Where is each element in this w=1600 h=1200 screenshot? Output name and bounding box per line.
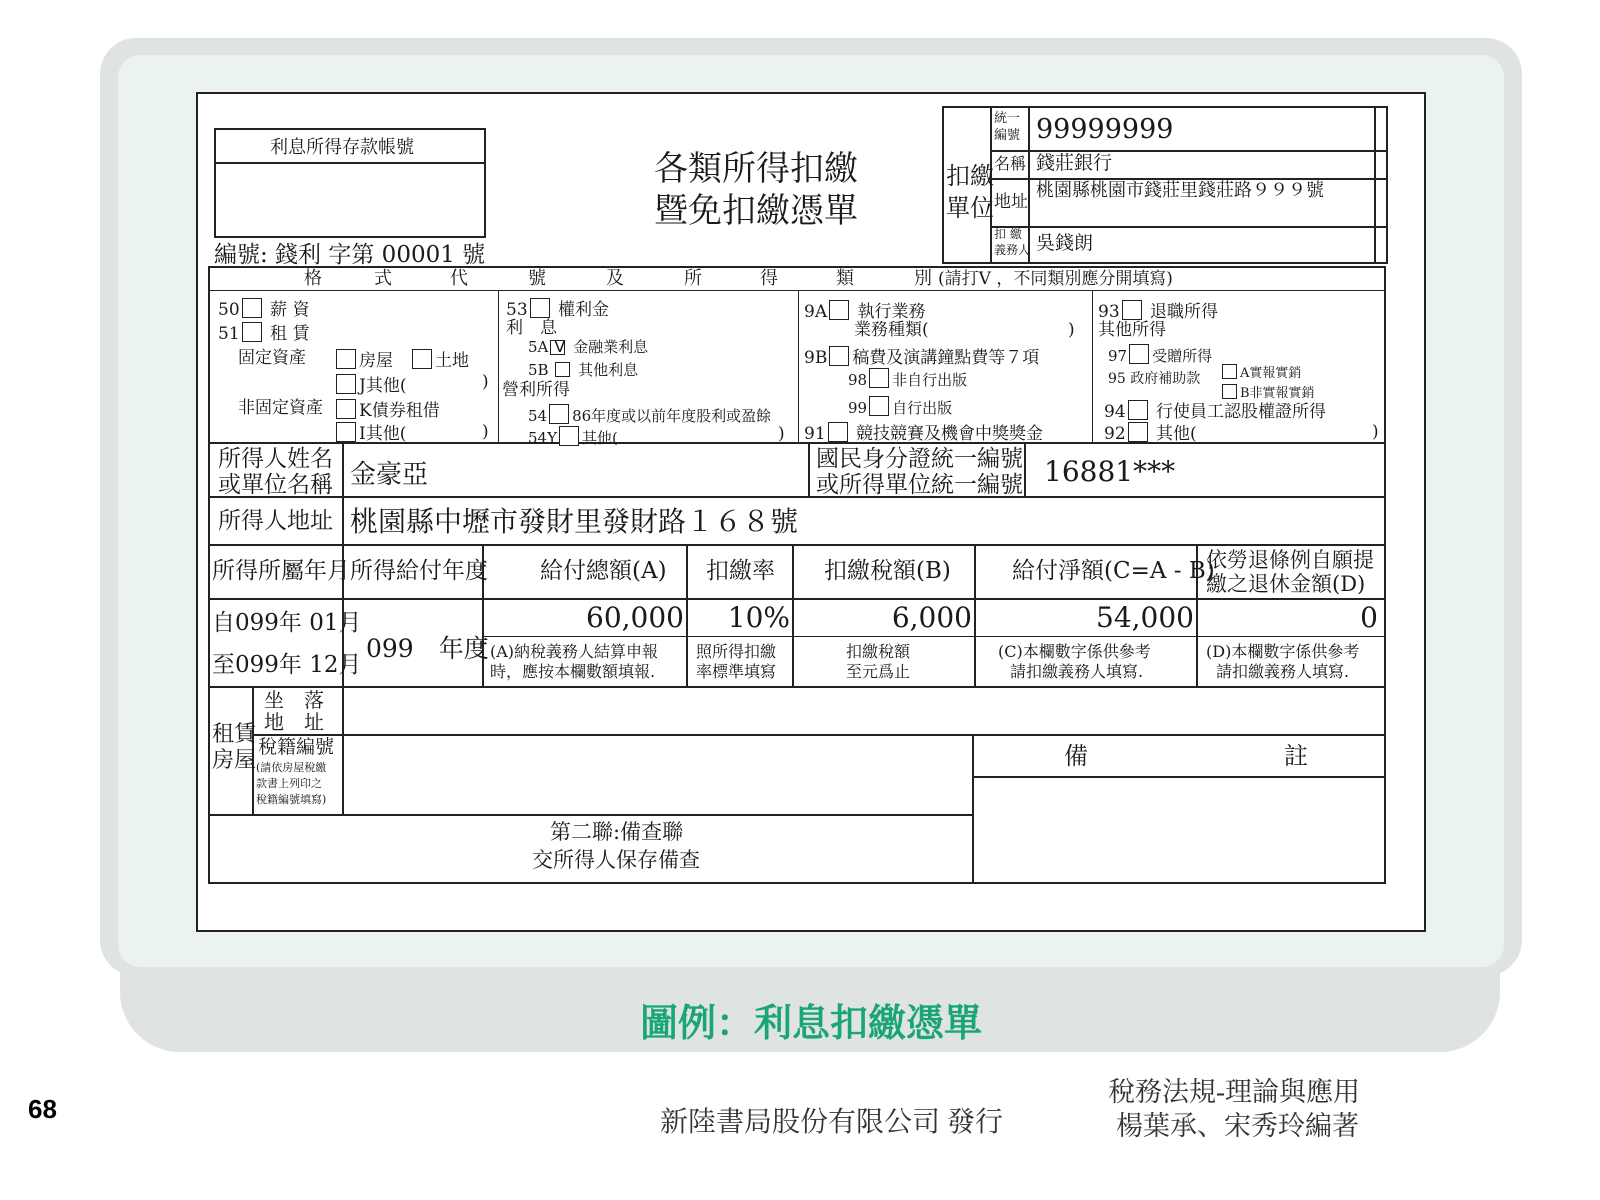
category-header-char: 格	[304, 268, 322, 289]
recipient-address: 桃園縣中壢市發財里發財路１６８號	[350, 505, 799, 538]
gift-label: 受贈所得	[1152, 347, 1213, 365]
unit-name-label: 名稱	[994, 154, 1027, 173]
rental-label-1: 租賃	[212, 722, 257, 747]
code-53: 53	[506, 300, 528, 320]
dividend-label: 86年度或以前年度股利或盈餘	[572, 407, 772, 425]
location-label-1: 坐 落	[264, 688, 324, 712]
checkbox-5a[interactable]	[550, 340, 565, 355]
checkbox-51[interactable]	[242, 322, 262, 342]
i-other-label: I其他(	[359, 424, 407, 444]
checkbox-land[interactable]	[412, 349, 432, 369]
rate-note-2: 率標準填寫	[696, 662, 777, 681]
serial-number: 編號: 錢利 字第 00001 號	[214, 242, 486, 268]
rate-header: 扣繳率	[706, 558, 775, 584]
code-5a: 5A	[528, 338, 549, 356]
withholding-unit-label-2: 單位	[946, 194, 994, 222]
checkbox-53[interactable]	[530, 298, 550, 318]
k-bond-label: K債券租借	[359, 401, 440, 421]
rental-label-2: 房屋	[212, 748, 257, 773]
remarks-label-2: 註	[1284, 742, 1308, 770]
checkbox-50[interactable]	[242, 298, 262, 318]
form-title-line2: 暨免扣繳憑單	[654, 191, 858, 231]
close-paren: )	[482, 422, 489, 442]
agent-label-2: 義務人	[994, 243, 1031, 257]
net-note-2: 請扣繳義務人填寫.	[1010, 662, 1144, 681]
pension-header-1: 依勞退條例自願提	[1206, 548, 1374, 572]
agent-label-1: 扣 繳	[994, 227, 1022, 241]
withholding-agent: 吳錢朗	[1036, 232, 1094, 254]
checkbox-9b[interactable]	[829, 346, 849, 366]
pension-note-2: 請扣繳義務人填寫.	[1216, 662, 1350, 681]
net-header: 給付淨額(C=A - B)	[1012, 558, 1215, 584]
code-9b: 9B	[804, 348, 828, 368]
checkbox-5b[interactable]	[555, 362, 570, 377]
form-title-line1: 各類所得扣繳	[654, 149, 858, 189]
checkbox-i-other[interactable]	[336, 422, 356, 442]
code-91: 91	[804, 424, 826, 444]
competition-prize-label: 競技競賽及機會中獎獎金	[856, 424, 1044, 444]
close-paren: )	[778, 424, 785, 444]
other-interest-label: 其他利息	[578, 361, 639, 379]
tax-id-label: 稅籍編號	[258, 736, 335, 758]
code-97: 97	[1108, 347, 1128, 365]
authors: 楊葉承、宋秀玲編著	[1116, 1111, 1359, 1141]
category-header-char: 類	[836, 268, 854, 289]
tax-note-1: 扣繳稅額	[846, 642, 911, 661]
pension-note-1: (D)本欄數字係供參考	[1206, 642, 1360, 661]
checkbox-9a[interactable]	[829, 300, 849, 320]
close-paren: )	[482, 372, 489, 392]
retirement-label: 退職所得	[1150, 302, 1219, 322]
account-label: 利息所得存款帳號	[270, 137, 414, 158]
recipient-name-label-2: 或單位名稱	[218, 472, 333, 498]
recipient-id-label-2: 或所得單位統一編號	[816, 472, 1023, 498]
checkbox-j-other[interactable]	[336, 374, 356, 394]
location-label-2: 地 址	[264, 710, 324, 734]
code-98: 98	[848, 371, 868, 389]
category-header-char: 代	[450, 268, 468, 289]
salary-label: 薪 資	[270, 300, 310, 320]
publisher: 新陸書局股份有限公司 發行	[660, 1107, 1004, 1138]
category-header-char: 及	[606, 268, 624, 289]
gross-header: 給付總額(A)	[540, 558, 667, 584]
royalty-label: 權利金	[558, 300, 610, 320]
checkbox-k-bond[interactable]	[336, 399, 356, 419]
code-50: 50	[218, 300, 240, 320]
page-number: 68	[28, 1094, 57, 1124]
tax-id-note-2: 款書上列印之	[256, 777, 322, 790]
checkbox-99[interactable]	[869, 396, 889, 416]
pension-amount: 0	[1360, 601, 1378, 634]
interest-label: 利 息	[506, 318, 557, 338]
checkbox-54y[interactable]	[559, 426, 579, 446]
checkbox-98[interactable]	[869, 368, 889, 388]
tax-id-note-1: (請依房屋稅繳	[256, 761, 327, 774]
period-header: 所得所屬年月	[212, 558, 350, 584]
gross-amount: 60,000	[586, 601, 684, 634]
withholding-uniform-no: 99999999	[1036, 114, 1174, 145]
net-note-1: (C)本欄數字係供參考	[998, 642, 1151, 661]
checkbox-92[interactable]	[1128, 422, 1148, 442]
withholding-rate: 10%	[727, 601, 790, 634]
pay-year: 099 年度	[366, 634, 489, 663]
recipient-id-label-1: 國民身分證統一編號	[816, 446, 1023, 472]
non-self-publish-label: 非自行出版	[892, 371, 968, 389]
code-95: 95	[1108, 371, 1126, 387]
category-header-char: 別	[914, 268, 932, 289]
checkbox-91[interactable]	[828, 422, 848, 442]
category-header-char: 所	[684, 268, 702, 289]
uniform-no-label-1: 統一	[994, 111, 1021, 126]
category-header-char: 號	[528, 268, 546, 289]
gross-note-2: 時，應按本欄數額填報.	[490, 662, 656, 681]
close-paren: )	[1372, 422, 1379, 442]
code-99: 99	[848, 399, 868, 417]
copy-note-2: 交所得人保存備查	[532, 848, 700, 872]
withholding-certificate	[196, 92, 1426, 932]
other-income-label: 其他所得	[1098, 320, 1166, 340]
category-header-char: 得	[760, 268, 778, 289]
practice-label: 執行業務	[857, 302, 926, 322]
rental-label: 租 賃	[270, 324, 310, 344]
business-income-label: 營利所得	[502, 380, 570, 400]
tax-amount: 6,000	[891, 601, 972, 634]
close-paren: )	[1068, 320, 1075, 340]
other-business-label: 其他(	[582, 429, 618, 447]
self-publish-label: 自行出版	[892, 399, 953, 417]
withholding-unit-address: 桃園縣桃園市錢莊里錢莊路９９９號	[1036, 180, 1324, 201]
checkbox-97[interactable]	[1129, 344, 1149, 364]
figure-caption: 圖例：利息扣繳憑單	[639, 1001, 982, 1045]
nonfixed-assets-label: 非固定資產	[238, 398, 323, 418]
category-header-char: 式	[374, 268, 392, 289]
pension-header-2: 繳之退休金額(D)	[1206, 572, 1366, 596]
withholding-unit-label-1: 扣繳	[946, 162, 994, 190]
net-amount: 54,000	[1096, 601, 1194, 634]
unit-address-label: 地址	[994, 192, 1028, 212]
checkbox-93[interactable]	[1122, 300, 1142, 320]
checkbox-54[interactable]	[549, 404, 569, 424]
subsidy-label: 政府補助款	[1130, 371, 1201, 387]
checkbox-b-nonactual[interactable]	[1222, 384, 1237, 399]
code-94: 94	[1104, 402, 1126, 422]
pay-year-header: 所得給付年度	[350, 558, 488, 584]
recipient-id: 16881***	[1044, 455, 1176, 488]
checkbox-a-actual[interactable]	[1222, 364, 1237, 379]
house-label: 房屋	[359, 351, 393, 371]
checkbox-house[interactable]	[336, 349, 356, 369]
tax-header: 扣繳稅額(B)	[824, 558, 951, 584]
code-9a: 9A	[804, 302, 828, 322]
j-other-label: J其他(	[359, 376, 407, 396]
financial-interest-label: 金融業利息	[573, 338, 649, 356]
other-label: 其他(	[1156, 424, 1197, 444]
rate-note-1: 照所得扣繳	[696, 642, 777, 661]
fixed-assets-label: 固定資產	[238, 348, 306, 368]
copy-note-1: 第二聯:備查聯	[550, 820, 684, 844]
gross-note-1: (A)納稅義務人結算申報	[490, 642, 659, 661]
recipient-name-label-1: 所得人姓名	[218, 446, 333, 472]
uniform-no-label-2: 編號	[994, 128, 1021, 143]
tax-note-2: 至元爲止	[846, 662, 911, 681]
business-type-label: 業務種類(	[854, 320, 929, 340]
tax-id-note-3: 稅籍編號填寫)	[256, 793, 327, 806]
land-label: 土地	[435, 351, 469, 371]
recipient-name: 金豪亞	[350, 460, 429, 490]
stock-option-label: 行使員工認股權證所得	[1156, 402, 1327, 422]
category-header-note: (請打V ，不同類別應分開填寫)	[938, 269, 1173, 289]
period-to: 至099年 12月	[212, 652, 362, 678]
code-54: 54	[528, 407, 548, 425]
b-nonactual-label: B非實報實銷	[1240, 386, 1315, 401]
withholding-unit-name: 錢莊銀行	[1036, 152, 1113, 174]
code-5b: 5B	[528, 361, 549, 379]
checkbox-94[interactable]	[1128, 400, 1148, 420]
code-51: 51	[218, 324, 240, 344]
recipient-address-label: 所得人地址	[218, 508, 333, 534]
code-54y: 54Y	[528, 429, 557, 447]
book-title: 稅務法規-理論與應用	[1108, 1077, 1360, 1107]
remarks-label-1: 備	[1064, 742, 1088, 770]
code-93: 93	[1098, 302, 1120, 322]
manuscript-label: 稿費及演講鐘點費等７項	[852, 348, 1040, 368]
code-92: 92	[1104, 424, 1126, 444]
a-actual-label: A實報實銷	[1240, 366, 1302, 381]
period-from: 自099年 01月	[212, 610, 362, 636]
